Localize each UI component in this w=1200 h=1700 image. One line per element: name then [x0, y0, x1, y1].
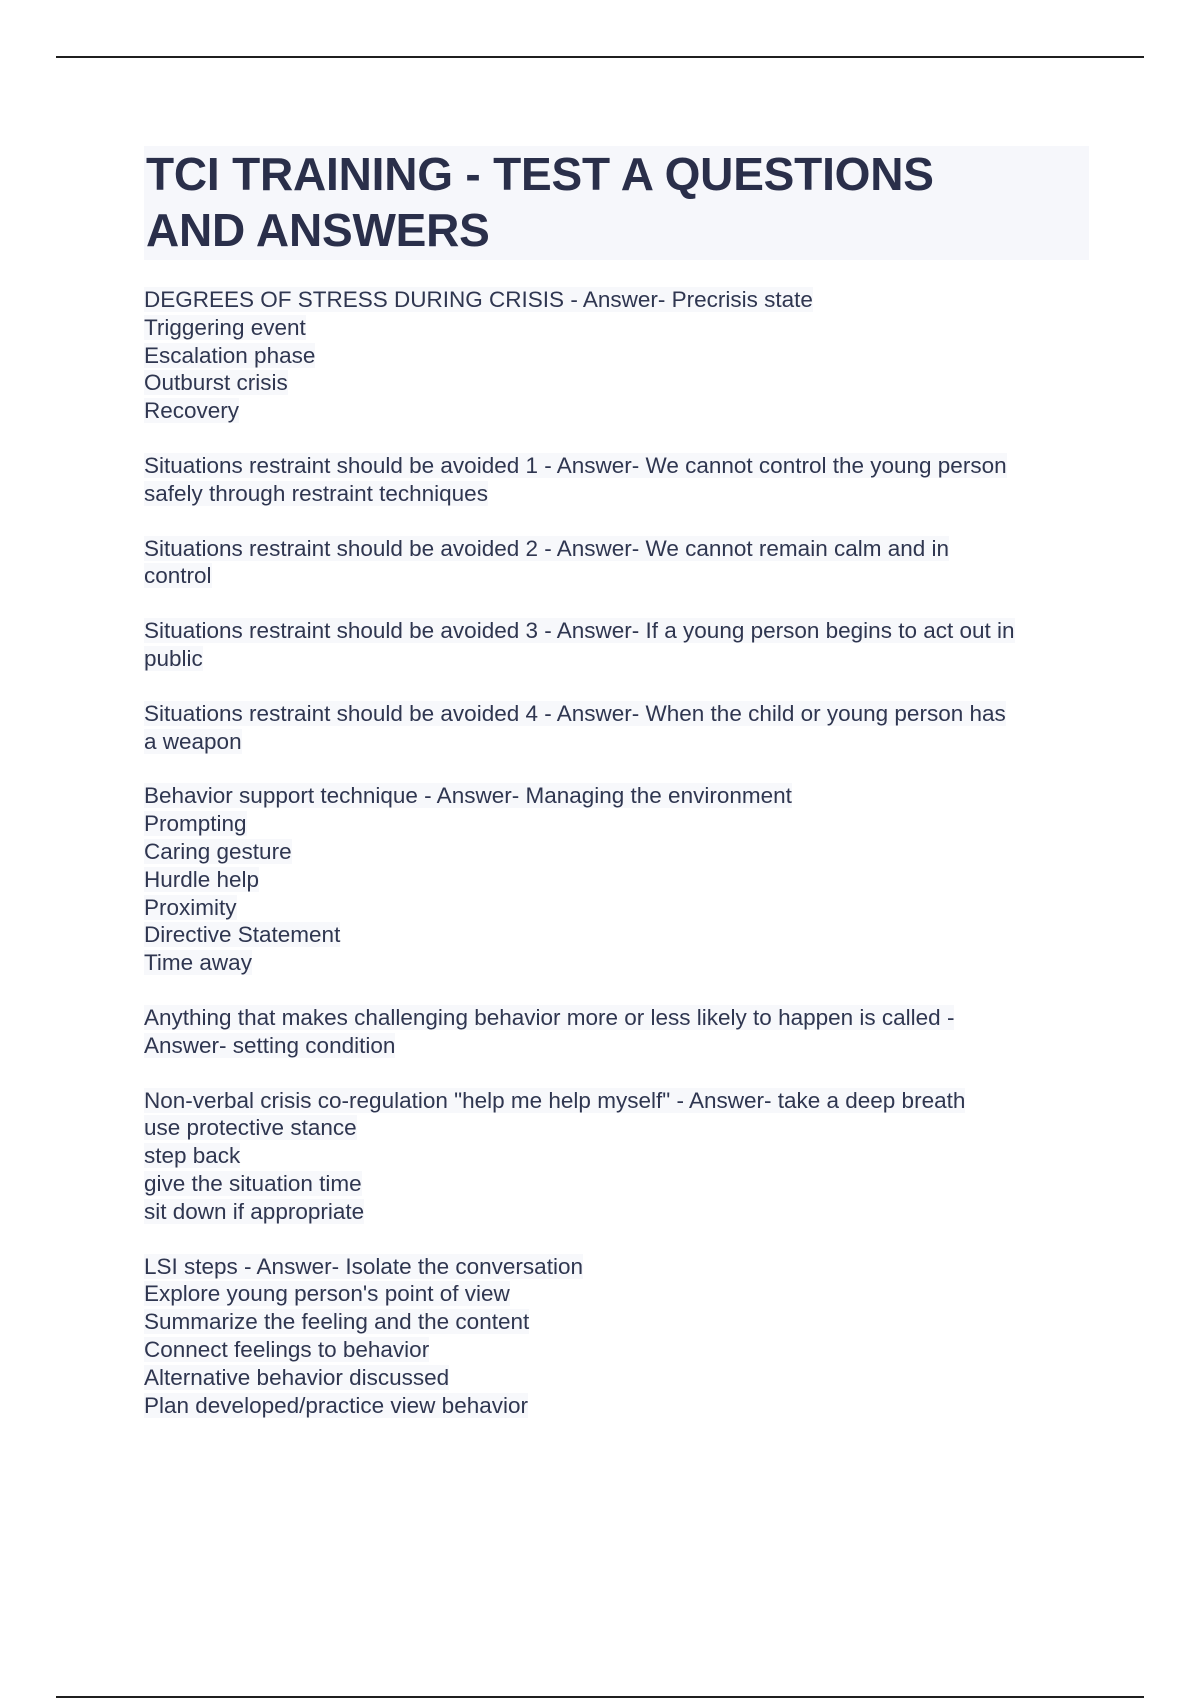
- qa-line-text: Triggering event: [144, 314, 306, 340]
- qa-entry: [144, 782, 1089, 977]
- qa-answer-line: [144, 342, 1089, 370]
- qa-line-text: Time away: [144, 950, 252, 976]
- qa-entry: [144, 1004, 1089, 1060]
- qa-line-text: public: [144, 645, 203, 671]
- qa-answer-line: [144, 1114, 1089, 1142]
- qa-question-line: [144, 1253, 1089, 1281]
- qa-answer-line: [144, 1142, 1089, 1170]
- qa-answer-line: [144, 1280, 1089, 1308]
- qa-line-text: step back: [144, 1143, 241, 1169]
- qa-question-line: [144, 1004, 1089, 1032]
- title-line-1: TCI TRAINING - TEST A QUESTIONS: [146, 148, 934, 200]
- document-title: [144, 146, 1089, 260]
- qa-line-text: LSI steps - Answer- Isolate the conversation: [144, 1253, 583, 1279]
- qa-answer-line: [144, 562, 1089, 590]
- top-rule: [56, 56, 1144, 58]
- qa-answer-line: [144, 1364, 1089, 1392]
- qa-line-text: Proximity: [144, 894, 237, 920]
- qa-answer-line: [144, 728, 1089, 756]
- qa-question-line: [144, 700, 1089, 728]
- qa-answer-line: [144, 1392, 1089, 1420]
- qa-list: [144, 286, 1089, 1419]
- qa-question-line: [144, 617, 1089, 645]
- qa-entry: [144, 617, 1089, 673]
- qa-line-text: Situations restraint should be avoided 4 - Answer- When the child or young person has: [144, 700, 1006, 726]
- qa-line-text: Plan developed/practice view behavior: [144, 1392, 528, 1418]
- qa-answer-line: [144, 894, 1089, 922]
- qa-line-text: Prompting: [144, 811, 247, 837]
- qa-line-text: Situations restraint should be avoided 2 - Answer- We cannot remain calm and in: [144, 535, 950, 561]
- qa-line-text: Alternative behavior discussed: [144, 1364, 450, 1390]
- qa-line-text: Situations restraint should be avoided 1 - Answer- We cannot control the young person: [144, 452, 1007, 478]
- qa-line-text: Anything that makes challenging behavior more or less likely to happen is called -: [144, 1004, 955, 1030]
- qa-entry: [144, 1253, 1089, 1420]
- qa-answer-line: [144, 1336, 1089, 1364]
- qa-question-line: [144, 535, 1089, 563]
- qa-line-text: Recovery: [144, 398, 240, 424]
- qa-entry: [144, 700, 1089, 756]
- qa-answer-line: [144, 1032, 1089, 1060]
- qa-answer-line: [144, 1198, 1089, 1226]
- qa-line-text: control: [144, 563, 212, 589]
- qa-answer-line: [144, 838, 1089, 866]
- qa-answer-line: [144, 480, 1089, 508]
- qa-answer-line: [144, 369, 1089, 397]
- qa-line-text: Explore young person's point of view: [144, 1281, 510, 1307]
- qa-line-text: Situations restraint should be avoided 3 - Answer- If a young person begins to act out in: [144, 618, 1015, 644]
- qa-line-text: Non-verbal crisis co-regulation "help me help myself" - Answer- take a deep breath: [144, 1087, 966, 1113]
- qa-line-text: Caring gesture: [144, 838, 292, 864]
- title-line-2: AND ANSWERS: [146, 204, 490, 256]
- qa-line-text: Behavior support technique - Answer- Managing the environment: [144, 783, 792, 809]
- qa-line-text: Escalation phase: [144, 342, 316, 368]
- qa-entry: [144, 1087, 1089, 1226]
- qa-entry: [144, 452, 1089, 508]
- qa-answer-line: [144, 1308, 1089, 1336]
- qa-line-text: sit down if appropriate: [144, 1198, 365, 1224]
- qa-question-line: [144, 1087, 1089, 1115]
- qa-entry: [144, 286, 1089, 425]
- qa-line-text: Summarize the feeling and the content: [144, 1309, 530, 1335]
- qa-answer-line: [144, 810, 1089, 838]
- qa-answer-line: [144, 397, 1089, 425]
- qa-question-line: [144, 452, 1089, 480]
- qa-line-text: Answer- setting condition: [144, 1032, 396, 1058]
- qa-answer-line: [144, 645, 1089, 673]
- qa-line-text: use protective stance: [144, 1115, 357, 1141]
- qa-line-text: a weapon: [144, 728, 242, 754]
- bottom-rule: [56, 1696, 1144, 1698]
- qa-line-text: Hurdle help: [144, 866, 260, 892]
- qa-question-line: [144, 782, 1089, 810]
- qa-answer-line: [144, 921, 1089, 949]
- qa-line-text: give the situation time: [144, 1170, 362, 1196]
- qa-entry: [144, 535, 1089, 591]
- qa-answer-line: [144, 866, 1089, 894]
- qa-line-text: Directive Statement: [144, 922, 341, 948]
- qa-answer-line: [144, 314, 1089, 342]
- document-body: [144, 146, 1089, 1446]
- qa-question-line: [144, 286, 1089, 314]
- qa-answer-line: [144, 949, 1089, 977]
- qa-line-text: DEGREES OF STRESS DURING CRISIS - Answer- Precrisis state: [144, 287, 813, 312]
- qa-line-text: safely through restraint techniques: [144, 480, 488, 506]
- qa-line-text: Outburst crisis: [144, 370, 288, 396]
- qa-line-text: Connect feelings to behavior: [144, 1336, 430, 1362]
- qa-answer-line: [144, 1170, 1089, 1198]
